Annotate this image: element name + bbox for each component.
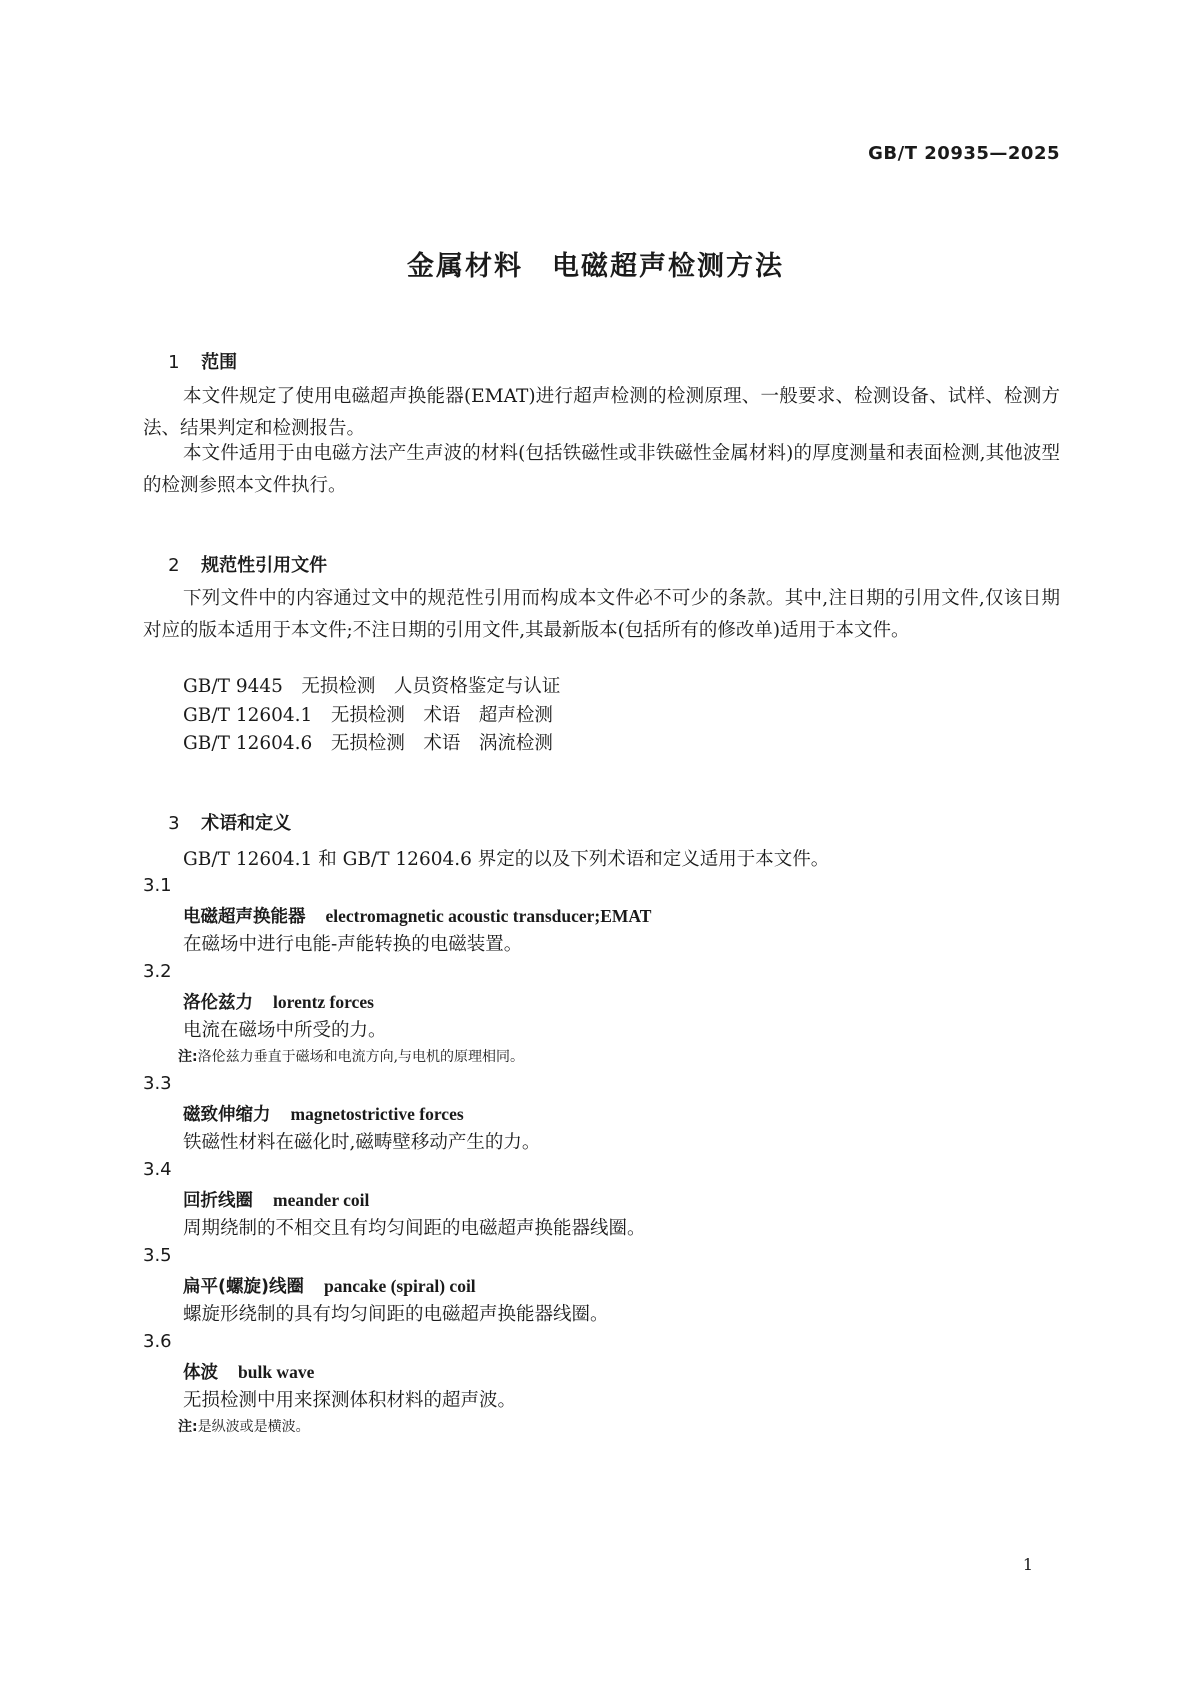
term-title [183,1187,369,1212]
term-definition: 铁磁性材料在磁化时,磁畴壁移动产生的力。 [183,1132,541,1153]
term-title [183,1273,476,1298]
term-zh: 回折线圈 [183,1191,253,1211]
term-title [183,903,651,928]
reference-item: GB/T 9445 无损检测 人员资格鉴定与认证 [183,676,561,697]
term-number: 3.3 [143,1073,172,1094]
term-definition: 在磁场中进行电能-声能转换的电磁装置。 [183,934,523,955]
term-zh: 磁致伸缩力 [183,1105,271,1125]
term-number: 3.5 [143,1245,172,1266]
reference-item: GB/T 12604.6 无损检测 术语 涡流检测 [183,733,553,754]
page-number: 1 [1022,1555,1033,1574]
term-definition: 无损检测中用来探测体积材料的超声波。 [183,1390,517,1411]
standard-code: GB/T 20935—2025 [868,143,1060,164]
section-title: 规范性引用文件 [201,555,328,576]
reference-item: GB/T 12604.1 无损检测 术语 超声检测 [183,705,553,726]
term-definition: 电流在磁场中所受的力。 [183,1020,387,1041]
term-en: electromagnetic acoustic transducer;EMAT [325,906,652,926]
term-zh: 电磁超声换能器 [183,907,306,927]
section-number: 2 [168,555,180,576]
section-number: 1 [168,352,180,373]
paragraph: 下列文件中的内容通过文中的规范性引用而构成本文件必不可少的条款。其中,注日期的引用文件,仅该日期对应的版本适用于本文件;不注日期的引用文件,其最新版本(包括所有的修改单)适用于本文件。 [143,588,1060,641]
term-en: meander coil [273,1190,370,1210]
term-zh: 体波 [183,1363,218,1383]
term-number: 3.2 [143,961,172,982]
note-label: 注: [178,1419,198,1435]
section-number: 3 [168,813,180,834]
term-en: bulk wave [238,1362,315,1382]
term-en: magnetostrictive forces [290,1104,464,1124]
term-title [183,1101,464,1126]
term-number: 3.1 [143,875,172,896]
section-title: 范围 [201,352,238,373]
document-title: 金属材料 电磁超声检测方法 [407,251,784,282]
term-number: 3.6 [143,1331,172,1352]
term-en: pancake (spiral) coil [324,1276,476,1296]
paragraph: 本文件适用于由电磁方法产生声波的材料(包括铁磁性或非铁磁性金属材料)的厚度测量和表面检测,其他波型的检测参照本文件执行。 [143,443,1060,496]
term-zh: 洛伦兹力 [183,993,253,1013]
term-definition: 周期绕制的不相交且有均匀间距的电磁超声换能器线圈。 [183,1218,646,1239]
paragraph: 本文件规定了使用电磁超声换能器(EMAT)进行超声检测的检测原理、一般要求、检测设备、试样、检测方法、结果判定和检测报告。 [143,386,1060,439]
term-zh: 扁平(螺旋)线圈 [183,1277,304,1297]
term-title [183,989,374,1014]
term-note [178,1046,524,1066]
note-text: 洛伦兹力垂直于磁场和电流方向,与电机的原理相同。 [197,1049,525,1065]
term-note [178,1416,310,1436]
section-title: 术语和定义 [201,813,292,834]
term-title [183,1359,314,1384]
term-number: 3.4 [143,1159,172,1180]
term-definition: 螺旋形绕制的具有均匀间距的电磁超声换能器线圈。 [183,1304,609,1325]
note-text: 是纵波或是横波。 [197,1419,310,1435]
note-label: 注: [178,1049,198,1065]
term-en: lorentz forces [273,992,374,1012]
paragraph: GB/T 12604.1 和 GB/T 12604.6 界定的以及下列术语和定义适用于本文件。 [183,849,830,870]
